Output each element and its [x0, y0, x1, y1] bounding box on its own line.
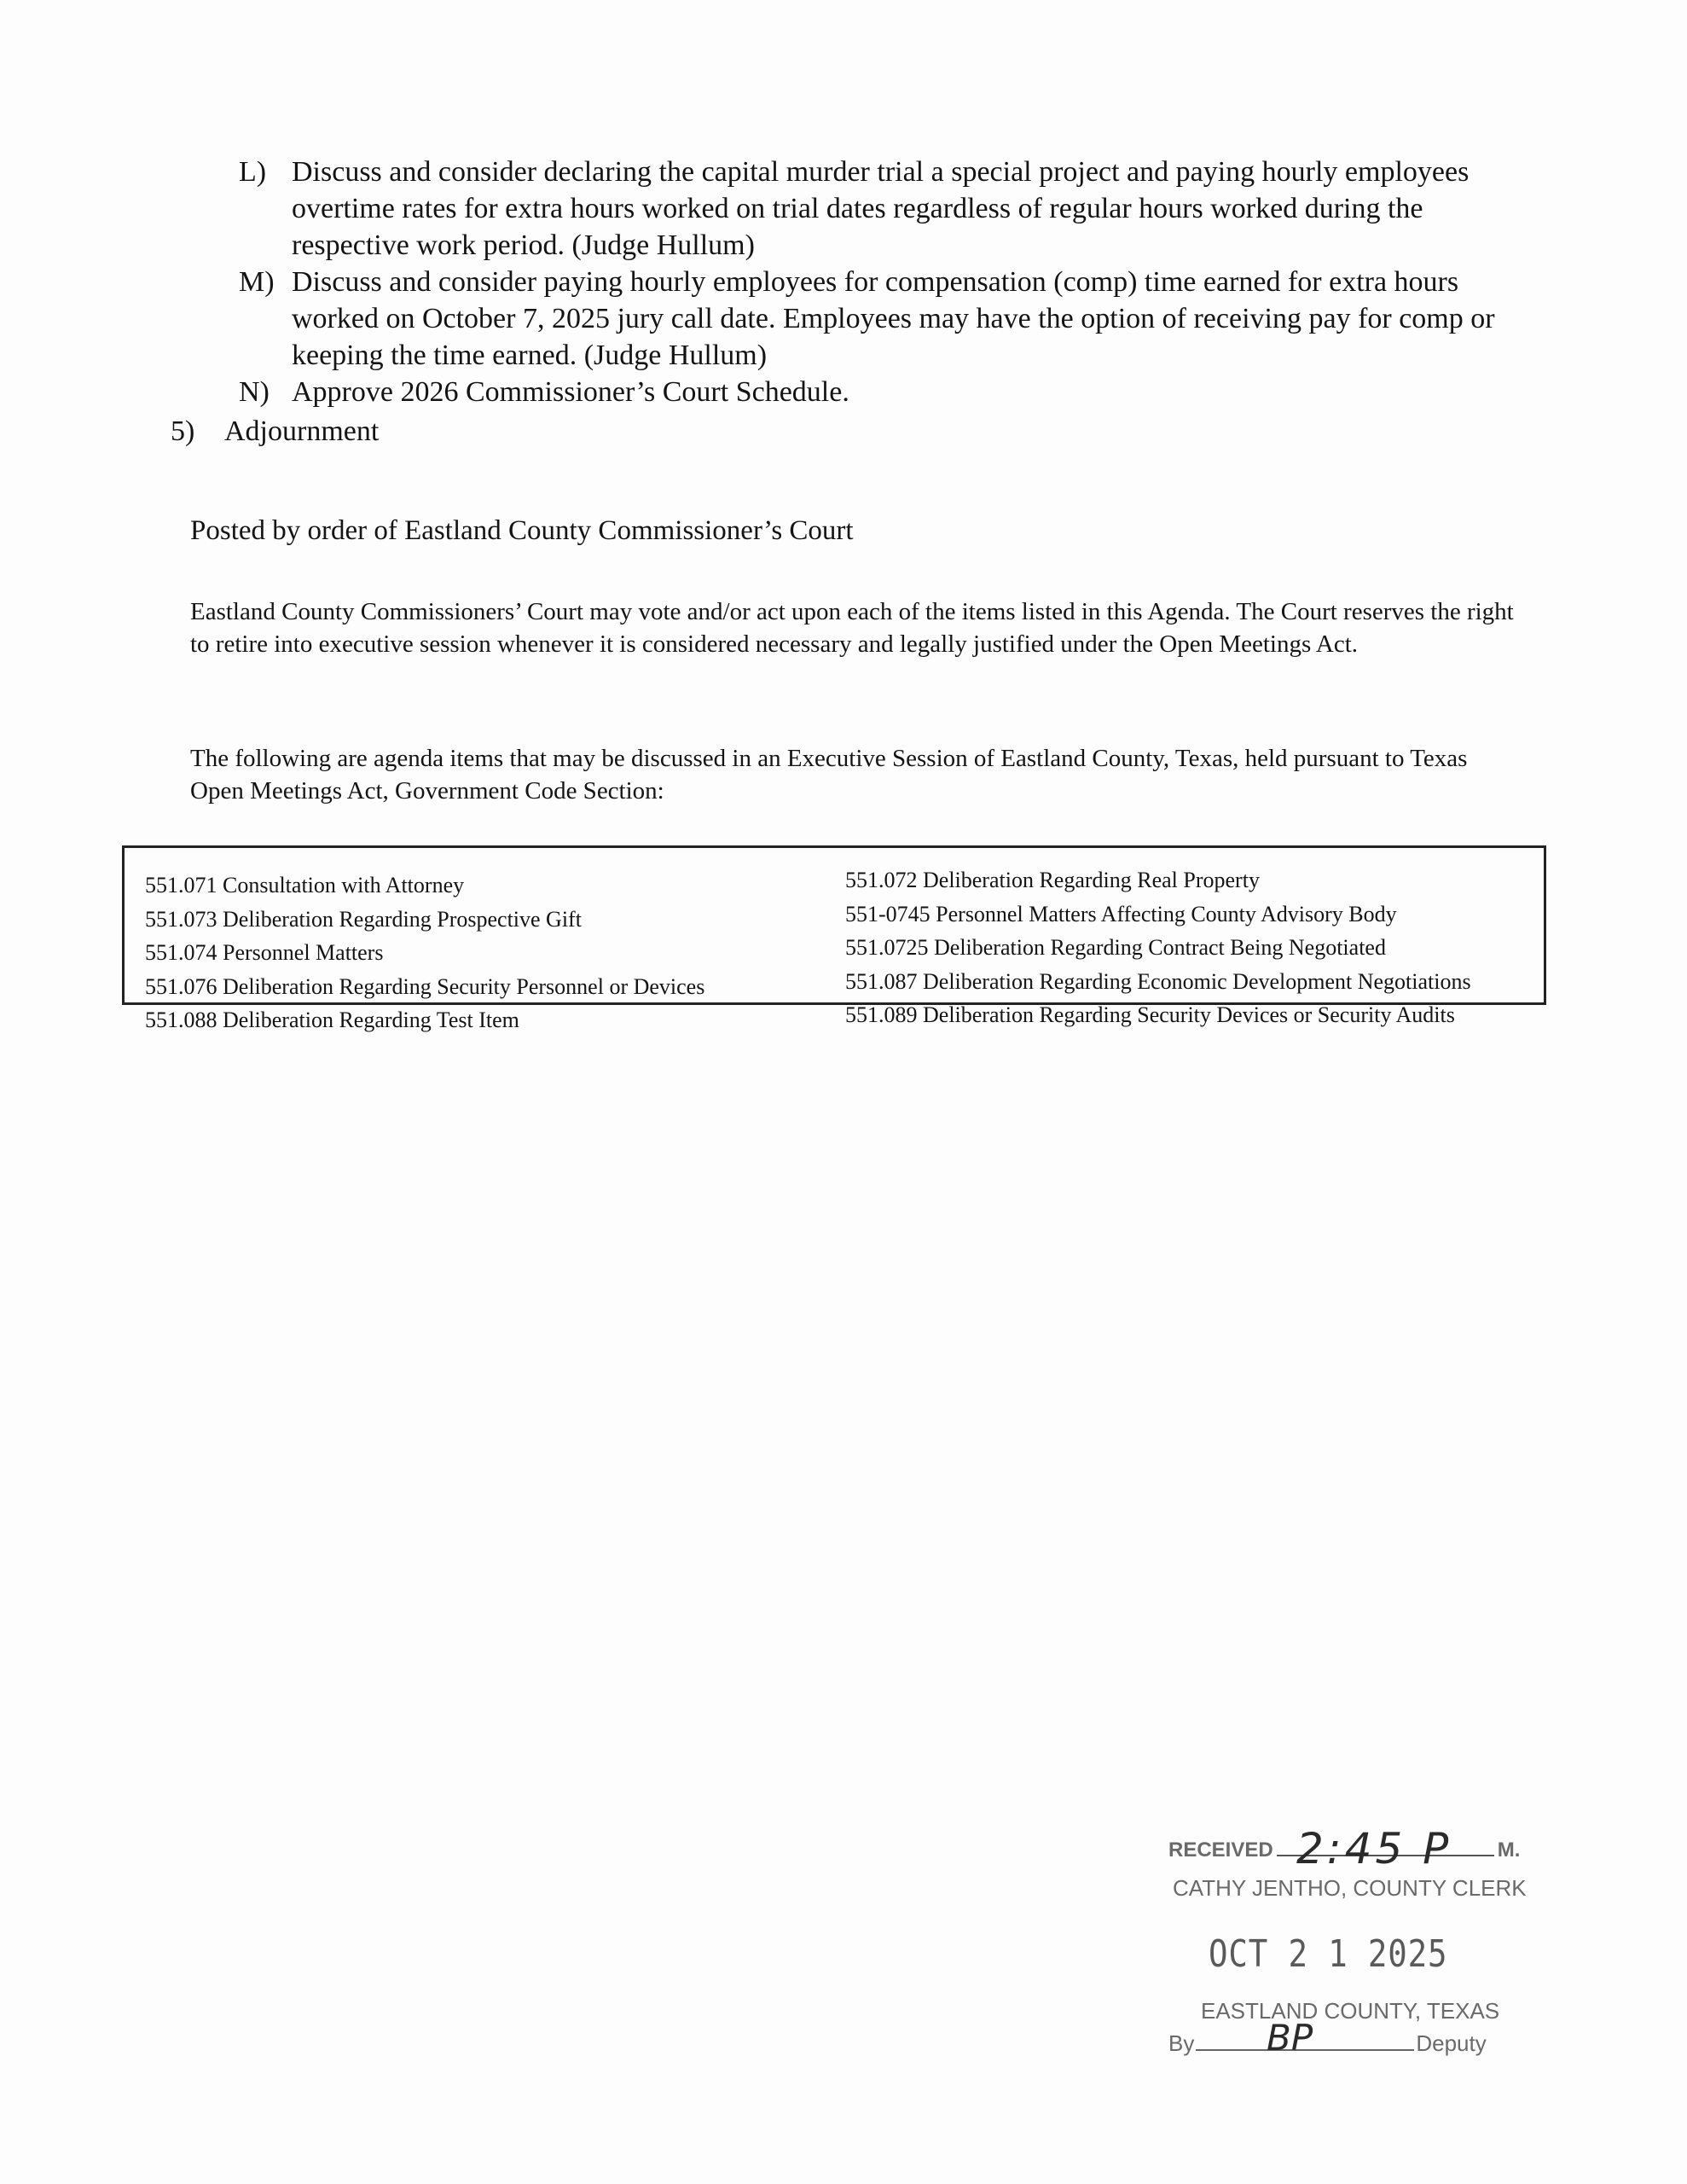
- item-text: Discuss and consider declaring the capital murder trial a special project and paying hourly employees overtime rates for extra hours worked on trial dates regardless of regular hours worked during the respective work period. (Judge Hullum): [292, 156, 1470, 261]
- code-section: 551.087 Deliberation Regarding Economic Development Negotiations: [845, 968, 1471, 994]
- agenda-items: [239, 154, 1535, 410]
- adjournment-number: 5): [171, 415, 195, 447]
- stamp-date: OCT 2 1 2025: [1209, 1932, 1448, 1976]
- notice-paragraph: Eastland County Commissioners’ Court may vote and/or act upon each of the items listed in this Agenda. The Court reserves the right to retire into executive session whenever it is considered necessary and legally justified under the Open Meetings Act.: [190, 598, 1514, 658]
- item-letter: M): [239, 266, 275, 298]
- item-text: Discuss and consider paying hourly employees for compensation (comp) time earned for extra hours worked on October 7, 2025 jury call date. Employees may have the option of receiving pay for comp or keeping the time earned. (Judge Hullum): [292, 266, 1495, 371]
- code-section: 551.088 Deliberation Regarding Test Item: [145, 1008, 519, 1032]
- code-sections-box: [122, 845, 1546, 1032]
- code-sections-left: [145, 868, 704, 1037]
- adjournment-text: Adjournment: [224, 415, 380, 447]
- agenda-item-l: [239, 154, 1535, 264]
- received-label: RECEIVED: [1168, 1838, 1273, 1862]
- code-section: 551.072 Deliberation Regarding Real Property: [845, 868, 1260, 892]
- code-section: 551.071 Consultation with Attorney: [145, 873, 465, 897]
- stamp-county: EASTLAND COUNTY, TEXAS: [1201, 1998, 1500, 2024]
- posted-by-notice: Posted by order of Eastland County Commissioner’s Court: [190, 515, 854, 546]
- code-sections-right: [845, 863, 1471, 1032]
- executive-session-paragraph: The following are agenda items that may be discussed in an Executive Session of Eastland County, Texas, held pursuant to Texas Open Meetings Act, Government Code Section:: [190, 745, 1468, 804]
- item-letter: N): [239, 376, 270, 408]
- code-section: 551.076 Deliberation Regarding Security Personnel or Devices: [145, 973, 705, 999]
- agenda-item-m: [239, 264, 1535, 374]
- item-text: Approve 2026 Commissioner’s Court Schedule.: [292, 376, 849, 408]
- meridiem-suffix: M.: [1497, 1838, 1521, 1862]
- by-label: By: [1168, 2030, 1195, 2056]
- deputy-label: Deputy: [1416, 2030, 1487, 2056]
- code-section: 551.089 Deliberation Regarding Security Devices or Security Audits: [845, 1002, 1455, 1027]
- code-section: 551.0725 Deliberation Regarding Contract Being Negotiated: [845, 935, 1386, 960]
- adjournment-item: [171, 415, 379, 448]
- code-section: 551-0745 Personnel Matters Affecting County Advisory Body: [845, 901, 1397, 926]
- deputy-row: [1168, 2017, 1487, 2059]
- code-section: 551.074 Personnel Matters: [145, 940, 384, 965]
- county-clerk: CATHY JENTHO, COUNTY CLERK: [1173, 1875, 1527, 1901]
- handwritten-initials: BP: [1267, 2017, 1313, 2059]
- code-section: 551.073 Deliberation Regarding Prospective Gift: [145, 906, 582, 932]
- received-row: [1168, 1824, 1521, 1873]
- agenda-item-n: [239, 374, 1535, 410]
- handwritten-time: 2:45 P: [1296, 1824, 1452, 1873]
- item-letter: L): [239, 156, 267, 188]
